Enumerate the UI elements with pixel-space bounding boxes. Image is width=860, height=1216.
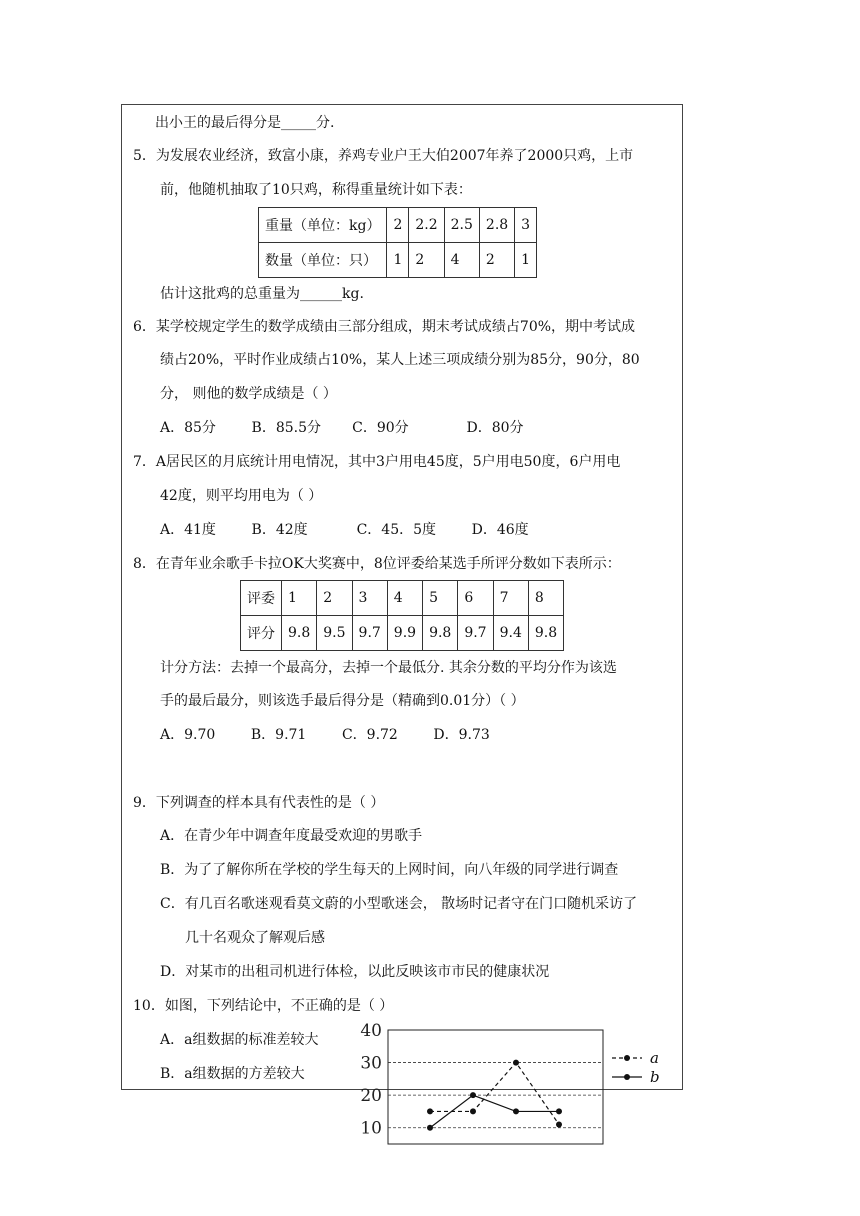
data-point-a [470, 1108, 476, 1114]
table-cell: 9.4 [493, 616, 528, 651]
table-cell: 3 [515, 208, 537, 243]
q5-weight-table [258, 207, 537, 278]
data-point-b [556, 1108, 562, 1114]
table-row [259, 243, 537, 278]
q5-line3: 估计这批鸡的总重量为______kg. [160, 286, 364, 302]
q10-line-chart [360, 1020, 670, 1150]
q8-options: A．9.70 B．9.71 C．9.72 D．9.73 [160, 727, 490, 743]
q9-option-c-line2: 几十名观众了解观后感 [185, 930, 325, 946]
table-cell: 9.8 [282, 616, 317, 651]
q6-options: A．85分 B．85.5分 C．90分 D．80分 [160, 420, 524, 436]
y-tick-label: 30 [360, 1053, 382, 1074]
q9-option-a: A．在青少年中调查年度最受欢迎的男歌手 [160, 828, 423, 844]
y-tick-label: 40 [360, 1021, 382, 1041]
table-cell: 数量（单位：只） [259, 243, 387, 278]
q9-option-b: B．为了了解你所在学校的学生每天的上网时间，向八年级的同学进行调查 [160, 862, 619, 878]
q9-line: 9．下列调查的样本具有代表性的是（ ） [133, 795, 385, 811]
table-cell: 7 [493, 581, 528, 616]
legend-label-a: a [650, 1049, 659, 1067]
table-cell: 6 [458, 581, 493, 616]
q7-line1: 7．A居民区的月底统计用电情况，其中3户用电45度，5户用电50度，6户用电 [133, 454, 621, 470]
table-cell: 4 [387, 581, 422, 616]
q5-line1: 5．为发展农业经济，致富小康，养鸡专业户王大伯2007年养了2000只鸡，上市 [133, 148, 634, 164]
q8-score-table [240, 580, 564, 651]
q5-line2: 前，他随机抽取了10只鸡，称得重量统计如下表： [160, 182, 472, 198]
table-cell: 2.2 [409, 208, 444, 243]
q8-line1: 8．在青年业余歌手卡拉OK大奖赛中，8位评委给某选手所评分数如下表所示： [133, 556, 621, 572]
q7-options: A．41度 B．42度 C．45．5度 D．46度 [160, 522, 529, 538]
series-line-a [430, 1063, 559, 1125]
data-point-b [513, 1108, 519, 1114]
table-cell: 3 [352, 581, 387, 616]
y-tick-label: 10 [360, 1118, 382, 1139]
table-cell: 2.8 [479, 208, 514, 243]
table-cell: 9.7 [458, 616, 493, 651]
table-cell: 2.5 [444, 208, 479, 243]
legend-marker-a [624, 1055, 630, 1061]
table-cell: 9.5 [317, 616, 352, 651]
table-row [241, 581, 564, 616]
table-cell: 9.8 [423, 616, 458, 651]
plot-frame [388, 1030, 603, 1144]
table-cell: 重量（单位：kg） [259, 208, 387, 243]
q9-option-d: D．对某市的出租司机进行体检，以此反映该市市民的健康状况 [160, 964, 550, 980]
prev-answer-line: 出小王的最后得分是_____分. [155, 115, 335, 131]
table-row [259, 208, 537, 243]
q7-line2: 42度，则平均用电为（ ） [160, 488, 323, 504]
y-tick-label: 20 [360, 1086, 382, 1107]
q10-option-a: A．a组数据的标准差较大 [160, 1032, 319, 1048]
data-point-b [470, 1092, 476, 1098]
q10-line: 10．如图，下列结论中，不正确的是（ ） [133, 998, 394, 1014]
table-cell: 1 [282, 581, 317, 616]
q9-option-c-line1: C．有几百名歌迷观看莫文蔚的小型歌迷会， 散场时记者守在门口随机采访了 [160, 896, 638, 912]
data-point-a [556, 1121, 562, 1127]
table-cell: 2 [387, 208, 409, 243]
table-cell: 2 [479, 243, 514, 278]
q8-line2: 计分方法：去掉一个最高分，去掉一个最低分. 其余分数的平均分作为该选 [160, 660, 617, 676]
table-cell: 2 [317, 581, 352, 616]
table-cell: 2 [409, 243, 444, 278]
series-line-b [430, 1095, 559, 1128]
data-point-a [513, 1060, 519, 1066]
table-cell: 9.7 [352, 616, 387, 651]
q8-line3: 手的最后最分，则该选手最后得分是（精确到0.01分）（ ） [160, 693, 525, 709]
table-cell: 9.9 [387, 616, 422, 651]
legend-marker-b [624, 1074, 630, 1080]
q6-line2: 绩占20%，平时作业成绩占10%，某人上述三项成绩分别为85分，90分，80 [160, 352, 640, 368]
q10-option-b: B．a组数据的方差较大 [160, 1066, 305, 1082]
table-cell: 5 [423, 581, 458, 616]
table-cell: 1 [515, 243, 537, 278]
table-row [241, 616, 564, 651]
data-point-a [427, 1108, 433, 1114]
table-cell: 评分 [241, 616, 282, 651]
table-cell: 9.8 [528, 616, 563, 651]
q6-line1: 6．某学校规定学生的数学成绩由三部分组成，期末考试成绩占70%，期中考试成 [133, 319, 636, 335]
table-cell: 评委 [241, 581, 282, 616]
table-cell: 4 [444, 243, 479, 278]
data-point-b [427, 1125, 433, 1131]
table-cell: 1 [387, 243, 409, 278]
table-cell: 8 [528, 581, 563, 616]
legend-label-b: b [650, 1068, 660, 1086]
q6-line3: 分， 则他的数学成绩是（ ） [160, 386, 337, 402]
